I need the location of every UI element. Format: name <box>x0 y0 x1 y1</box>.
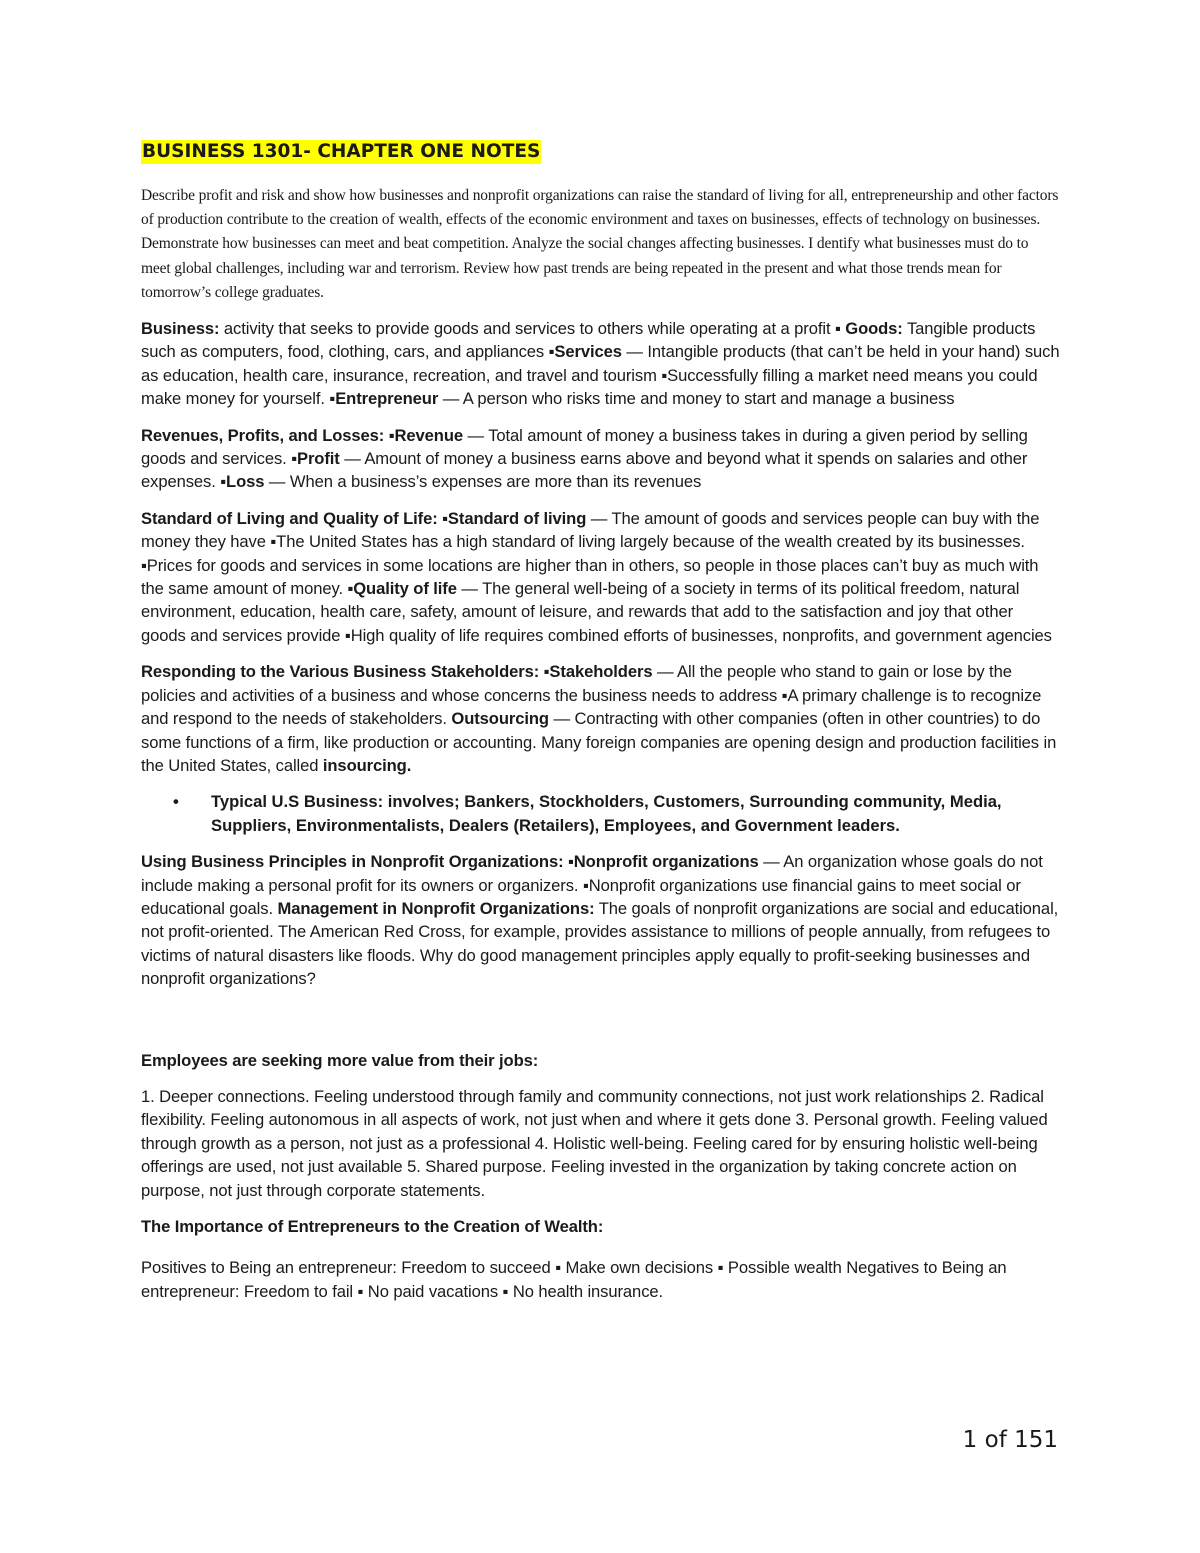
employees-heading <box>141 1049 1061 1072</box>
term-stakeholders: Responding to the Various Business Stakeholders: ▪Stakeholders <box>141 662 653 682</box>
spacer <box>141 1004 1061 1049</box>
list-item <box>173 790 1061 837</box>
bullet-list <box>141 790 1061 837</box>
typical-business-stakeholders-text: Typical U.S Business: involves; Bankers, Stockholders, Customers, Surrounding community, Media, Suppliers, Environmentalists, Dealers (Retailers), Employees, and Government leaders. <box>211 792 1002 835</box>
document-body <box>141 140 1061 1316</box>
chapter-objectives-paragraph: Describe profit and risk and show how businesses and nonprofit organizations can raise the standard of living for all, entrepreneurship and other factors of production contribute to the creation of wealth, effects of the economic environment and taxes on businesses, effects of technology on businesses. Demonstrate how businesses can meet and beat competition. Analyze the social changes affecting businesses. I dentify what businesses must do to meet global challenges, including war and terrorism. Review how past trends are being repeated in the present and what those trends mean for tomorrow’s college graduates. <box>141 187 1059 301</box>
text-segment: — A person who risks time and money to start and manage a business <box>438 389 955 409</box>
term-outsourcing: Outsourcing <box>451 709 549 729</box>
text-segment: — When a business’s expenses are more than its revenues <box>264 472 702 492</box>
text-segment: activity that seeks to provide goods and services to others while operating at a profit ▪ <box>219 319 846 339</box>
text-segment: — The amount of goods and services people can buy with the money they have ▪The United States has a high standard of living largely because of the wealth created by its businesses. ▪Prices for goods and services in some locations are higher than in others, so people in those places can’t buy as much with the same amount of money. ▪ <box>141 508 1040 599</box>
text-segment: — An organization whose goals do not include making a personal profit for its owners or organizers. ▪Nonprofit organizations use financial gains to meet social or educational goals. <box>141 852 1043 918</box>
term-revenue: Revenues, Profits, and Losses: ▪Revenue <box>141 425 463 445</box>
heading-text: Employees are seeking more value from their jobs: <box>141 1050 539 1070</box>
page-indicator: 1 of 151 <box>962 1427 1058 1453</box>
term-loss: Loss <box>226 472 265 492</box>
term-standard-of-living: Standard of Living and Quality of Life: ▪Standard of living <box>141 508 587 528</box>
term-nonprofit-organizations: Using Business Principles in Nonprofit Organizations: ▪Nonprofit organizations <box>141 852 759 872</box>
term-quality-of-life: Quality of life <box>353 579 457 599</box>
text-segment: — Amount of money a business earns above and beyond what it spends on salaries and other expenses. ▪ <box>141 449 1028 492</box>
bullet-icon: • <box>173 792 179 812</box>
term-services: Services <box>554 342 622 362</box>
term-entrepreneur: Entrepreneur <box>335 389 439 409</box>
text-segment: The goals of nonprofit organizations are social and educational, not profit-oriented. The American Red Cross, for example, provides assistance to millions of people annually, from refugees to victims of natural disasters like floods. Why do good management principles apply equally to profit-seeking businesses and nonprofit organizations? <box>141 898 1059 989</box>
entrepreneurs-heading <box>141 1215 1061 1238</box>
standard-of-living-paragraph <box>141 507 1061 647</box>
employees-paragraph: 1. Deeper connections. Feeling understood through family and community connections, not just work relationships 2. Radical flexibility. Feeling autonomous in all aspects of work, not just when and where it gets done 3. Personal growth. Feeling valued through growth as a person, not just as a professional 4. Holistic well-being. Feeling cared for by ensuring holistic well-being offerings are used, not just available 5. Shared purpose. Feeling invested in the organization by taking concrete action on purpose, not just through corporate statements. <box>141 1086 1048 1200</box>
business-definitions-paragraph <box>141 317 1061 411</box>
text-segment: — All the people who stand to gain or lose by the policies and activities of a business and whose concerns the business needs to address ▪A primary challenge is to recognize and respond to the needs of stakeholders. <box>141 662 1042 729</box>
nonprofit-organizations-paragraph <box>141 850 1061 990</box>
text-segment: — Intangible products (that can’t be held in your hand) such as education, health care, insurance, recreation, and travel and tourism ▪Successfully filling a market need means you could make money for yourself. ▪ <box>141 342 1060 409</box>
text-segment: — The general well-being of a society in terms of its political freedom, natural environment, education, health care, safety, amount of leisure, and rewards that add to the satisfaction and joy that other goods and services provide ▪High quality of life requires combined efforts of businesses, nonprofits, and government agencies <box>141 579 1052 645</box>
heading-text: The Importance of Entrepreneurs to the Creation of Wealth: <box>141 1217 604 1237</box>
text-segment: — Contracting with other companies (often in other countries) to do some functions of a firm, like production or accounting. Many foreign companies are opening design and production facilities in the United States, called <box>141 709 1057 775</box>
document-title: BUSINESS 1301- CHAPTER ONE NOTES <box>142 141 541 162</box>
entrepreneurs-paragraph: Positives to Being an entrepreneur: Freedom to succeed ▪ Make own decisions ▪ Possible wealth Negatives to Being an entrepreneur: Freedom to fail ▪ No paid vacations ▪ No health insurance. <box>141 1258 1007 1301</box>
term-management-in-nonprofits: Management in Nonprofit Organizations: <box>277 898 595 918</box>
stakeholders-paragraph <box>141 660 1061 777</box>
revenues-profits-losses-paragraph <box>141 424 1061 494</box>
text-segment: — Total amount of money a business takes in during a given period by selling goods and services. ▪ <box>141 425 1028 469</box>
term-profit: Profit <box>296 449 340 469</box>
text-segment: Tangible products such as computers, food, clothing, cars, and appliances ▪ <box>141 319 1036 362</box>
term-business: Business: <box>141 319 220 339</box>
term-goods: Goods: <box>845 319 903 339</box>
term-insourcing: insourcing. <box>322 755 412 775</box>
